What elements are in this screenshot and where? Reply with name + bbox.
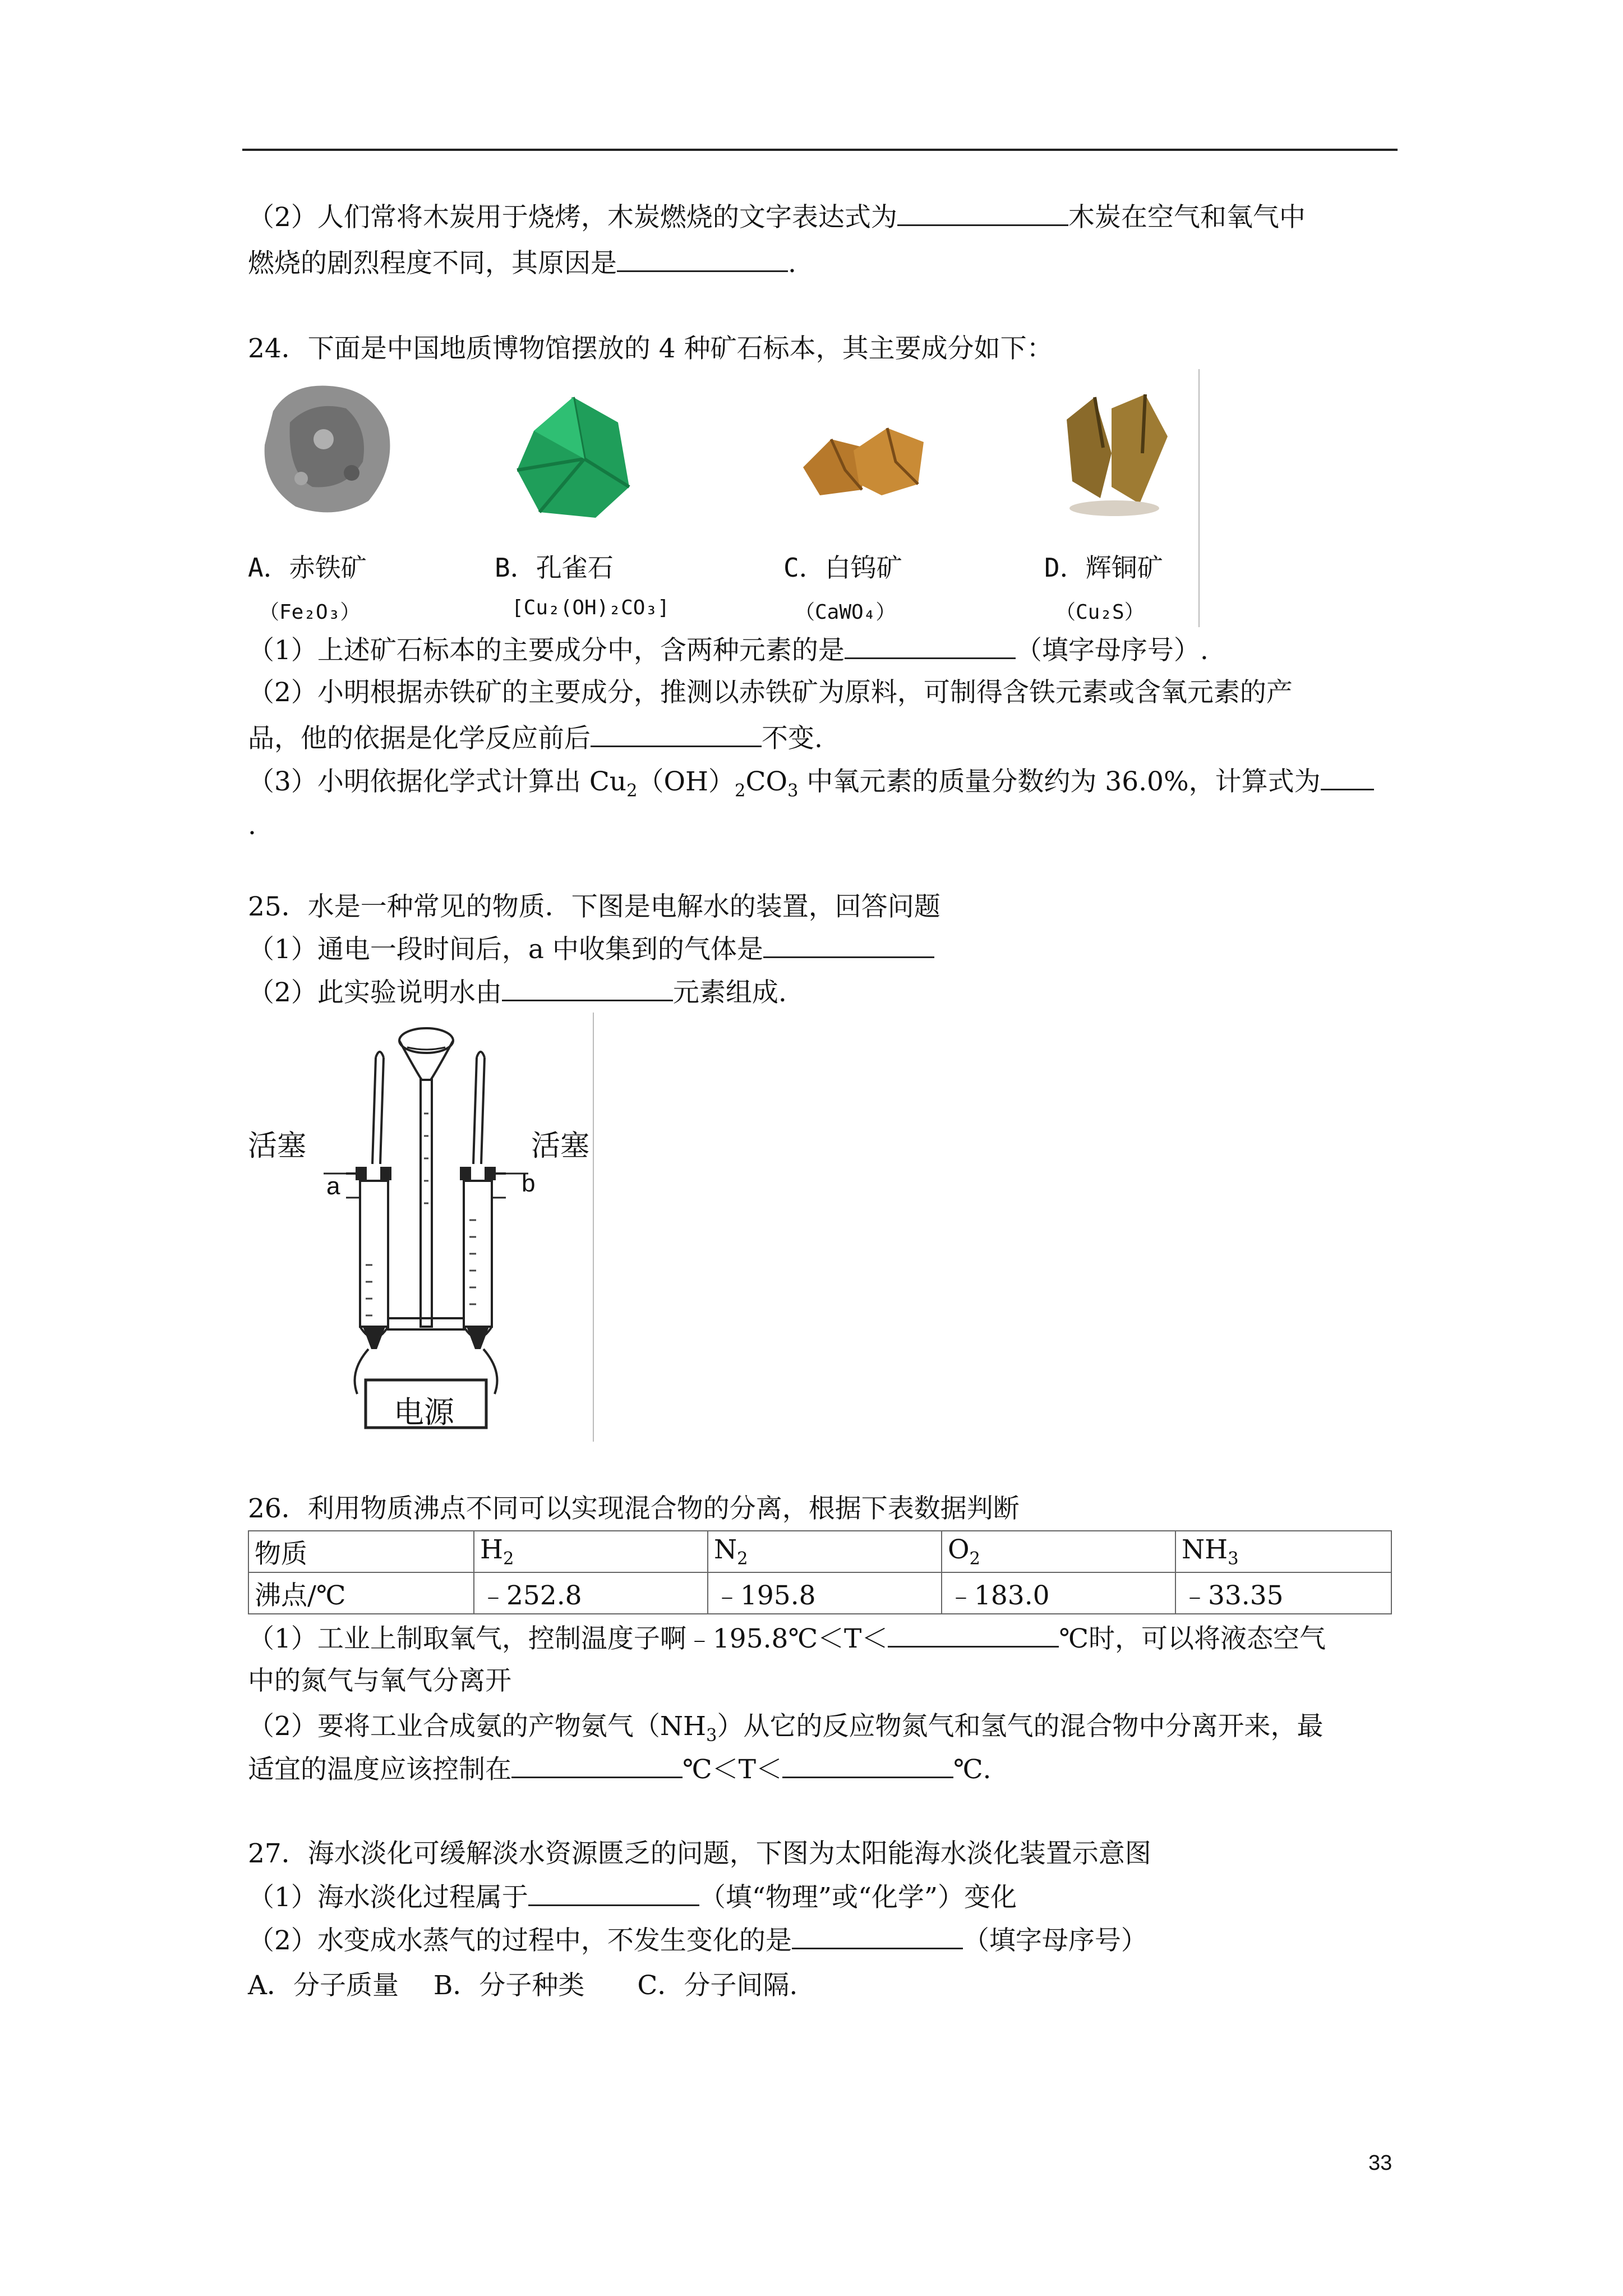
- answer-blank[interactable]: [888, 1623, 1059, 1648]
- q27-part2: （2）水变成水蒸气的过程中，不发生变化的是 （填字母序号）: [248, 1925, 1147, 1956]
- header-rule: [242, 149, 1398, 151]
- q27-options: A．分子质量 B．分子种类 C．分子间隔.: [248, 1970, 798, 2001]
- q23-part2-line1: （2）人们常将木炭用于烧烤，木炭燃烧的文字表达式为 木炭在空气和氧气中: [248, 202, 1306, 233]
- electrolysis-apparatus-drawing: [248, 1013, 593, 1442]
- table-cell: 沸点/℃: [248, 1572, 474, 1614]
- table-cell: $H_2$: [474, 1531, 708, 1572]
- table-cell: ﹣33.35: [1175, 1572, 1391, 1614]
- q25-part1: （1）通电一段时间后，a 中收集到的气体是: [248, 933, 1392, 967]
- tube-b-label: b: [522, 1170, 536, 1197]
- q24-part3: （3）小明依据化学式计算出 $Cu_2(OH)_2CO_3$ 中氧元素的质量分数约为 36.0%，计算式为: [248, 765, 1392, 808]
- mineral-d-label: D．辉铜矿: [1044, 553, 1163, 583]
- page-number: 33: [1368, 2151, 1393, 2175]
- mineral-a-label: A．赤铁矿: [248, 553, 367, 583]
- answer-blank[interactable]: [763, 934, 934, 958]
- q27-stem: 27．海水淡化可缓解淡水资源匮乏的问题，下图为太阳能海水淡化装置示意图: [248, 1838, 1151, 1869]
- answer-blank[interactable]: [1321, 766, 1374, 790]
- stopcock-right-label: 活塞: [531, 1129, 590, 1163]
- q24-part2-line2: 品，他的依据是化学反应前后 不变.: [248, 723, 823, 754]
- boiling-point-table: [248, 1530, 1392, 1614]
- scheelite-image: [797, 417, 932, 509]
- answer-blank[interactable]: [617, 248, 788, 272]
- table-cell: $N_2$: [708, 1531, 942, 1572]
- stopcock-left-label: 活塞: [248, 1129, 307, 1163]
- table-cell: ﹣195.8: [708, 1572, 942, 1614]
- q26-part1-line1: （1）工业上制取氧气，控制温度子啊﹣195.8℃＜T＜ ℃时，可以将液态空气: [248, 1623, 1326, 1654]
- answer-blank[interactable]: [528, 1882, 699, 1906]
- power-source-label: 电源: [394, 1395, 454, 1430]
- hematite-image: [256, 378, 396, 521]
- table-row: [248, 1531, 1391, 1572]
- table-row: [248, 1572, 1391, 1614]
- answer-blank[interactable]: [511, 1754, 683, 1778]
- answer-blank[interactable]: [845, 635, 1016, 659]
- q26-part2-line2: 适宜的温度应该控制在 ℃＜T＜ ℃.: [248, 1754, 992, 1785]
- q24-stem: 24．下面是中国地质博物馆摆放的 4 种矿石标本，其主要成分如下：: [248, 333, 1053, 364]
- answer-blank[interactable]: [897, 202, 1068, 226]
- table-cell: ﹣183.0: [942, 1572, 1175, 1614]
- answer-blank[interactable]: [502, 977, 673, 1001]
- table-cell: $NH_3$: [1175, 1531, 1391, 1572]
- q24-part3-end: .: [248, 810, 256, 841]
- q26-stem: 26．利用物质沸点不同可以实现混合物的分离，根据下表数据判断: [248, 1493, 1020, 1524]
- answer-blank[interactable]: [792, 1925, 963, 1949]
- q25-part2: （2）此实验说明水由 元素组成.: [248, 977, 787, 1008]
- table-cell: ﹣252.8: [474, 1572, 708, 1614]
- q27-part1: （1）海水淡化过程属于 （填“物理”或“化学”）变化: [248, 1882, 1017, 1913]
- mineral-b-label: B．孔雀石: [495, 553, 614, 583]
- mineral-a-formula: （Fe₂O₃）: [259, 601, 361, 624]
- electrolysis-apparatus-diagram: [248, 1013, 594, 1442]
- tube-a-label: a: [326, 1172, 340, 1200]
- q26-part1-line2: 中的氮气与氧气分离开: [248, 1665, 511, 1696]
- q25-stem: 25．水是一种常见的物质．下图是电解水的装置，回答问题: [248, 891, 940, 922]
- malachite-image: [511, 392, 635, 526]
- mineral-c-label: C．白钨矿: [783, 553, 902, 583]
- mineral-c-formula: （CaWO₄）: [795, 601, 896, 624]
- table-cell: $O_2$: [942, 1531, 1175, 1572]
- answer-blank[interactable]: [591, 723, 762, 747]
- answer-blank[interactable]: [782, 1754, 953, 1778]
- q26-part2-line1: （2）要将工业合成氨的产物氨气$(NH_3)$从它的反应物氮气和氢气的混合物中分离开来，最: [248, 1711, 1324, 1746]
- table-cell: 物质: [248, 1531, 474, 1572]
- mineral-specimen-figure: [248, 369, 1200, 627]
- q24-part2-line1: （2）小明根据赤铁矿的主要成分，推测以赤铁矿为原料，可制得含铁元素或含氧元素的产: [248, 677, 1293, 708]
- mineral-b-formula: [Cu₂(OH)₂CO₃]: [511, 596, 670, 619]
- q23-part2-line2: 燃烧的剧烈程度不同，其原因是 .: [248, 248, 796, 279]
- q24-part1: （1）上述矿石标本的主要成分中，含两种元素的是 （填字母序号）.: [248, 635, 1209, 666]
- mineral-d-formula: （Cu₂S）: [1055, 601, 1145, 624]
- chalcocite-image: [1050, 386, 1179, 521]
